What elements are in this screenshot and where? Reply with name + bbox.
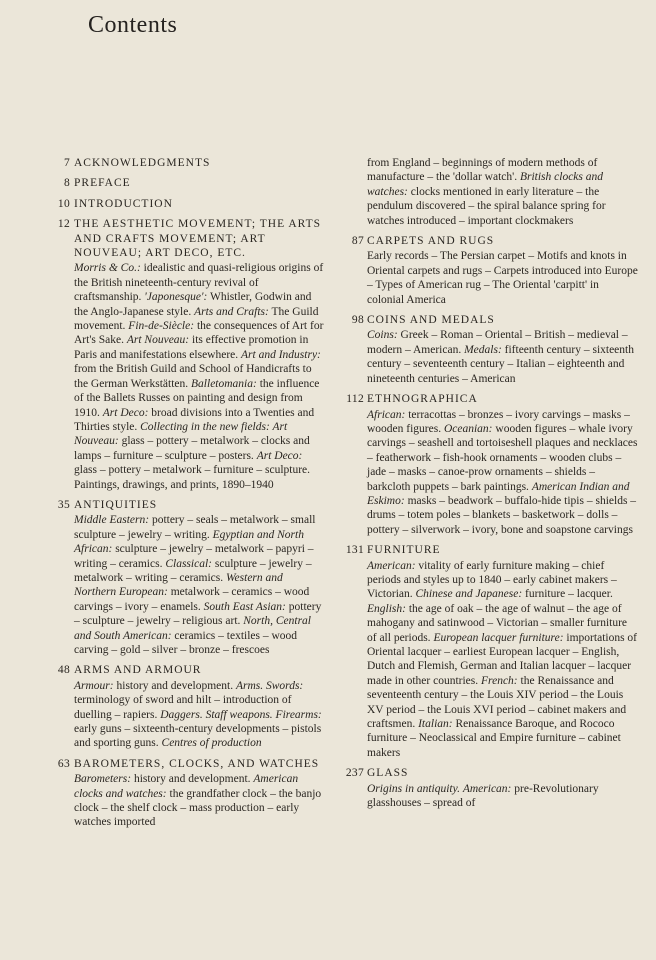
page-number: 8 (63, 177, 70, 190)
subcategory-label: Fin-de-Siècle: (128, 320, 195, 333)
toc-entry (338, 156, 638, 228)
subcategory-label: 'Japonesque': (144, 291, 208, 304)
subcategory-label: Western and Northern European: (74, 571, 283, 599)
section-heading: PREFACE (74, 177, 131, 190)
toc-entry (338, 766, 638, 810)
page-title: Contents (88, 12, 178, 38)
description-text: sculpture – jewelry – metalwork – writing – ceramics. (74, 557, 312, 584)
section-description (367, 156, 638, 228)
section-description (74, 513, 324, 657)
description-text: importations of Oriental lacquer – earliest European lacquer – English, Dutch and Flemish, German and Italian lacquer – lacquer made in other countries. (367, 631, 638, 687)
subcategory-label: Arms. Swords: (235, 679, 304, 692)
subcategory-label: Armour: (74, 679, 114, 692)
subcategory-label: Balletomania: (191, 377, 257, 390)
subcategory-label: Centres of production (161, 737, 262, 750)
section-heading: THE AESTHETIC MOVEMENT; THE ARTS AND CRAFTS MOVEMENT; ART NOUVEAU; ART DECO, ETC. (74, 218, 322, 260)
subcategory-label: Chinese and Japanese: (415, 588, 523, 601)
description-text: from England – beginnings of modern methods of manufacture – the 'dollar watch'. (367, 157, 598, 184)
section-heading: GLASS (367, 767, 409, 780)
description-text: masks – beadwork – buffalo-hide tipis – shields – drums – totem poles – blankets – basketwork – dolls – pottery – silverwork – ivory, bone and soapstone carvings (367, 494, 637, 536)
description-text: the influence of the Ballets Russes on painting and design from 1910. (74, 377, 320, 419)
subcategory-label: American clocks and watches: (74, 773, 299, 800)
description-text: idealistic and quasi-religious origins of the British nineteenth-century revival of craftsmanship. (74, 262, 324, 304)
subcategory-label: Origins in antiquity. (367, 782, 460, 795)
description-text: fifteenth century – sixteenth century – seventeenth century – Italian – eighteenth and nineteenth centuries – American (367, 343, 634, 385)
description-text: The Guild movement. (74, 305, 319, 333)
description-text: glass – pottery – metalwork – clocks and lamps – furniture – sculpture – posters. (74, 435, 310, 462)
section-heading: ACKNOWLEDGMENTS (74, 157, 211, 169)
subcategory-label: African: (367, 408, 406, 421)
subcategory-label: Classical: (165, 557, 212, 570)
description-text: metalwork – ceramics – wood carvings – ivory – enamels. (74, 586, 310, 613)
description-text: clocks mentioned in early literature – the pendulum discovered – the spiral balance spring for watches introduced – important clockmakers (367, 185, 606, 227)
section-heading: INTRODUCTION (74, 197, 173, 210)
toc-entry (52, 498, 324, 657)
section-heading: COINS AND MEDALS (367, 314, 495, 327)
section-description (74, 261, 324, 492)
toc-entry (52, 156, 324, 170)
section-heading: ANTIQUITIES (74, 498, 158, 511)
section-heading: BAROMETERS, CLOCKS, AND WATCHES (74, 757, 320, 770)
description-text: glass – pottery – metalwork – furniture – sculpture. Paintings, drawings, and prints, 1890–1940 (74, 464, 311, 491)
description-text: Greek – Roman – Oriental – British – medieval – modern – American. (367, 329, 628, 356)
page-number: 7 (63, 157, 70, 169)
toc-entry (338, 392, 638, 537)
description-text: the grandfather clock – the banjo clock – the shelf clock – mass production – early watches imported (74, 787, 322, 829)
section-description (74, 679, 324, 751)
page-number: 63 (57, 757, 70, 770)
toc-entry (52, 757, 324, 830)
description-text: the consequences of Art for Art's Sake. (74, 320, 324, 347)
description-text: Renaissance Baroque, and Rococo furniture – Neoclassical and Empire furniture – cabinet makers (367, 718, 621, 759)
description-text: pottery – sculpture – jewelry – religious art. (74, 600, 322, 628)
toc-entry (338, 234, 638, 307)
subcategory-label: North, Central and South American: (74, 615, 311, 642)
subcategory-label: Italian: (418, 718, 453, 731)
page-number: 48 (57, 664, 70, 677)
section-description (74, 772, 324, 830)
page-number: 131 (345, 544, 364, 557)
subcategory-label: Art and Industry: (241, 348, 321, 361)
description-text: its effective promotion in Paris and manifestations elsewhere. (74, 334, 309, 361)
description-text: Whistler, Godwin and the Anglo-Japanese style. (74, 291, 312, 318)
description-text: wooden figures – whale ivory carvings – seashell and tortoiseshell plaques and necklaces – featherwork – fish-hook ornaments – wooden clubs – jade – masks – canoe-prow ornaments – shields – barkcloth puppets – bark paintings. (367, 422, 638, 493)
subcategory-label: American Indian and Eskimo: (367, 480, 630, 507)
description-text: terminology of sword and hilt – introduction of duelling – rapiers. (74, 694, 292, 721)
description-text: ceramics – textiles – wood carving – gold – silver – bronze – frescoes (74, 629, 298, 656)
section-heading: ETHNOGRAPHICA (367, 393, 478, 406)
page-number: 35 (57, 498, 70, 511)
page-number: 112 (346, 393, 364, 406)
subcategory-label: Barometers: (74, 773, 132, 786)
description-text: from the British Guild and School of Handicrafts to the German Werkstätten. (74, 363, 312, 390)
contents-right-column (338, 156, 638, 816)
description-text: sculpture – jewelry – metalwork – papyri – writing – ceramics. (74, 543, 314, 570)
subcategory-label: South East Asian: (203, 600, 286, 613)
subcategory-label: Collecting in the new fields: Art Nouveau: (74, 420, 288, 448)
subcategory-label: Morris & Co.: (74, 262, 141, 275)
description-text: pre-Revolutionary glasshouses – spread of (367, 782, 599, 810)
description-text: early guns – sixteenth-century developments – pistols and sporting guns. (74, 723, 322, 750)
description-text: pottery – seals – metalwork – small sculpture – jewelry – writing. (74, 514, 316, 541)
subcategory-label: Middle Eastern: (74, 514, 150, 527)
toc-entry (338, 313, 638, 386)
description-text: history and development. (113, 679, 236, 692)
page-number: 87 (351, 235, 364, 248)
subcategory-label: Medals: (464, 343, 502, 356)
section-description (367, 328, 638, 386)
section-description (367, 249, 638, 307)
subcategory-label: Daggers. Staff weapons. Firearms: (160, 708, 322, 721)
description-text: the Renaissance and seventeenth century – the Louis XIV period – the Louis XV period – the Louis XVI period – cabinet makers and craftsmen. (367, 674, 627, 731)
description-text: terracottas – bronzes – ivory carvings – masks – wooden figures. (367, 408, 630, 435)
subcategory-label: Art Deco: (102, 406, 149, 419)
subcategory-label: American: (462, 782, 512, 795)
subcategory-label: Art Deco: (256, 449, 303, 462)
toc-entry (52, 197, 324, 211)
subcategory-label: French: (481, 674, 518, 687)
page-number: 10 (57, 197, 70, 210)
description-text: furniture – lacquer. (522, 588, 613, 601)
description-text: Early records – The Persian carpet – Motifs and knots in Oriental carpets and rugs – Carpets introduced into Europe – Types of American rug – The Oriental 'carpitt' in colonial America (367, 250, 638, 306)
toc-entry (52, 217, 324, 492)
toc-entry (52, 176, 324, 190)
description-text: history and development. (131, 773, 254, 786)
section-heading: CARPETS AND RUGS (367, 235, 495, 248)
section-description (367, 782, 638, 811)
subcategory-label: European lacquer furniture: (433, 631, 564, 644)
contents-left-column (52, 156, 324, 836)
page-number: 98 (351, 314, 364, 327)
section-heading: ARMS AND ARMOUR (74, 664, 202, 677)
subcategory-label: English: (367, 602, 406, 615)
subcategory-label: American: (367, 559, 416, 572)
page-number: 237 (345, 767, 364, 780)
toc-entry (338, 543, 638, 760)
subcategory-label: Art Nouveau: (126, 334, 190, 347)
section-heading: FURNITURE (367, 544, 441, 557)
subcategory-label: Oceanian: (443, 422, 493, 435)
toc-entry (52, 663, 324, 750)
section-description (367, 559, 638, 761)
section-description (367, 408, 638, 538)
page-number: 12 (57, 218, 70, 231)
description-text: broad divisions into a Twenties and Thirties style. (74, 406, 315, 433)
subcategory-label: British clocks and watches: (367, 171, 603, 198)
description-text: the age of oak – the age of walnut – the age of mahogany and satinwood – Victorian – smaller furniture of all periods. (367, 602, 628, 644)
subcategory-label: Coins: (367, 329, 398, 342)
subcategory-label: Egyptian and North African: (74, 528, 304, 556)
subcategory-label: Arts and Crafts: (194, 305, 269, 318)
description-text: vitality of early furniture making – chief periods and styles up to 1840 – early cabinet makers – Victorian. (367, 559, 617, 601)
